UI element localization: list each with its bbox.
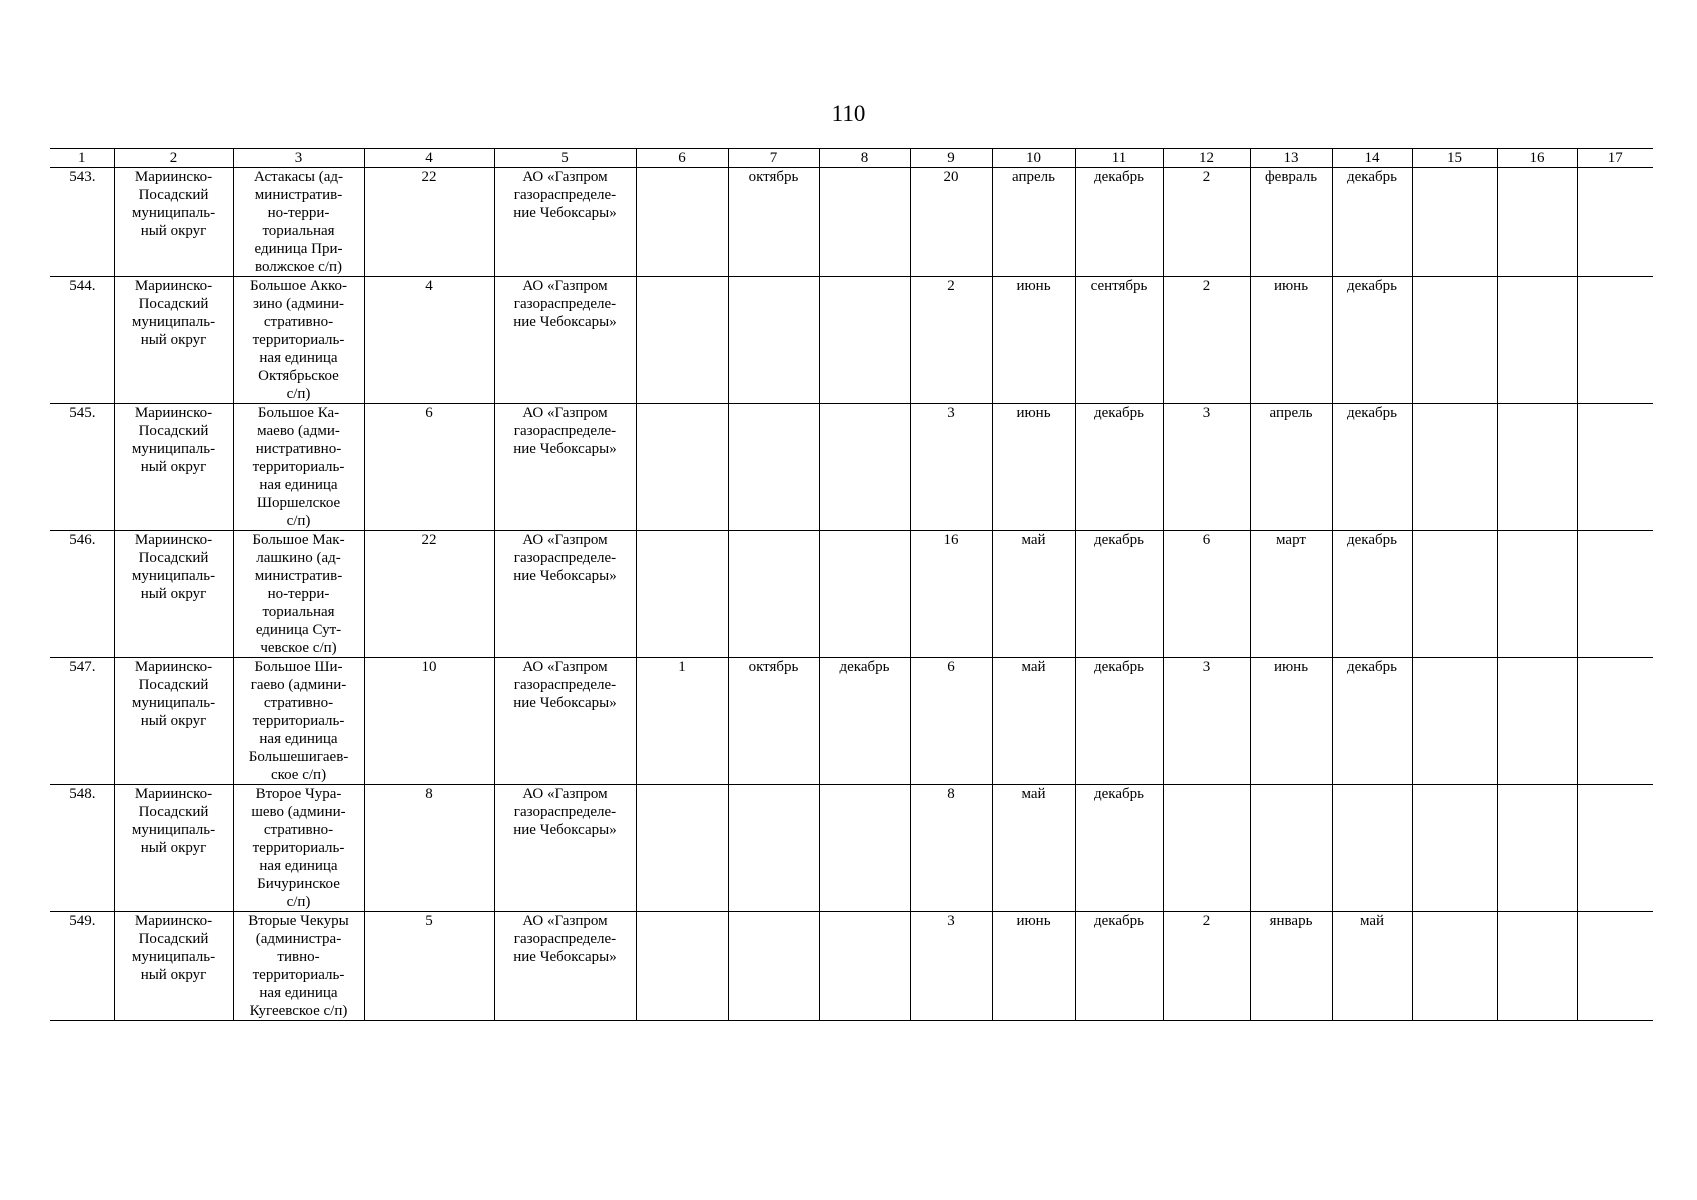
- cell-col-14: декабрь: [1332, 531, 1412, 658]
- cell-col-7: [728, 912, 819, 1021]
- table-row: [50, 785, 1653, 912]
- cell-col-8: [819, 785, 910, 912]
- row-number: 544.: [50, 277, 114, 404]
- table-row: [50, 404, 1653, 531]
- column-number-row: [50, 149, 1653, 168]
- cell-col-16: [1497, 277, 1577, 404]
- settlement-cell: Второе Чура- шево (админи- стративно- территориаль- ная единица Бичуринское с/п): [233, 785, 364, 912]
- cell-col-9: 3: [910, 404, 992, 531]
- row-number: 543.: [50, 168, 114, 277]
- column-header: 8: [819, 149, 910, 168]
- cell-col-4: 10: [364, 658, 494, 785]
- operator-cell: АО «Газпром газораспределе- ние Чебоксары»: [494, 168, 636, 277]
- district-cell: Мариинско- Посадский муниципаль- ный округ: [114, 912, 233, 1021]
- column-header: 4: [364, 149, 494, 168]
- district-cell: Мариинско- Посадский муниципаль- ный округ: [114, 277, 233, 404]
- cell-col-13: июнь: [1250, 658, 1332, 785]
- cell-col-10: июнь: [992, 277, 1075, 404]
- cell-col-11: декабрь: [1075, 658, 1163, 785]
- cell-col-16: [1497, 531, 1577, 658]
- cell-col-12: 2: [1163, 168, 1250, 277]
- cell-col-4: 8: [364, 785, 494, 912]
- settlement-cell: Большое Мак- лашкино (ад- министратив- но-терри- ториальная единица Сут- чевское с/п): [233, 531, 364, 658]
- cell-col-11: декабрь: [1075, 404, 1163, 531]
- district-cell: Мариинско- Посадский муниципаль- ный округ: [114, 531, 233, 658]
- gasification-schedule-table: [50, 148, 1653, 1021]
- settlement-cell: Большое Ка- маево (адми- нистративно- территориаль- ная единица Шоршелское с/п): [233, 404, 364, 531]
- cell-col-11: декабрь: [1075, 912, 1163, 1021]
- cell-col-10: июнь: [992, 404, 1075, 531]
- cell-col-17: [1577, 658, 1653, 785]
- cell-col-17: [1577, 277, 1653, 404]
- cell-col-14: май: [1332, 912, 1412, 1021]
- column-header: 15: [1412, 149, 1497, 168]
- cell-col-4: 22: [364, 531, 494, 658]
- cell-col-10: май: [992, 785, 1075, 912]
- cell-col-7: октябрь: [728, 658, 819, 785]
- cell-col-4: 22: [364, 168, 494, 277]
- cell-col-9: 16: [910, 531, 992, 658]
- cell-col-14: декабрь: [1332, 168, 1412, 277]
- column-header: 2: [114, 149, 233, 168]
- table-row: [50, 912, 1653, 1021]
- column-header: 7: [728, 149, 819, 168]
- column-header: 16: [1497, 149, 1577, 168]
- row-number: 548.: [50, 785, 114, 912]
- settlement-cell: Астакасы (ад- министратив- но-терри- ториальная единица При- волжское с/п): [233, 168, 364, 277]
- cell-col-13: [1250, 785, 1332, 912]
- cell-col-10: май: [992, 531, 1075, 658]
- district-cell: Мариинско- Посадский муниципаль- ный округ: [114, 785, 233, 912]
- cell-col-6: [636, 785, 728, 912]
- table-row: [50, 658, 1653, 785]
- column-header: 17: [1577, 149, 1653, 168]
- column-header: 14: [1332, 149, 1412, 168]
- cell-col-8: [819, 277, 910, 404]
- cell-col-10: июнь: [992, 912, 1075, 1021]
- district-cell: Мариинско- Посадский муниципаль- ный округ: [114, 658, 233, 785]
- cell-col-11: сентябрь: [1075, 277, 1163, 404]
- cell-col-16: [1497, 658, 1577, 785]
- cell-col-4: 6: [364, 404, 494, 531]
- cell-col-15: [1412, 912, 1497, 1021]
- cell-col-9: 8: [910, 785, 992, 912]
- column-header: 11: [1075, 149, 1163, 168]
- cell-col-9: 3: [910, 912, 992, 1021]
- cell-col-15: [1412, 168, 1497, 277]
- operator-cell: АО «Газпром газораспределе- ние Чебоксары»: [494, 531, 636, 658]
- cell-col-11: декабрь: [1075, 168, 1163, 277]
- page-number: 110: [831, 101, 866, 126]
- cell-col-16: [1497, 912, 1577, 1021]
- cell-col-7: [728, 531, 819, 658]
- cell-col-8: [819, 168, 910, 277]
- cell-col-17: [1577, 168, 1653, 277]
- column-header: 5: [494, 149, 636, 168]
- row-number: 547.: [50, 658, 114, 785]
- cell-col-14: декабрь: [1332, 658, 1412, 785]
- cell-col-11: декабрь: [1075, 785, 1163, 912]
- cell-col-17: [1577, 531, 1653, 658]
- operator-cell: АО «Газпром газораспределе- ние Чебоксары»: [494, 658, 636, 785]
- column-header: 10: [992, 149, 1075, 168]
- cell-col-6: [636, 912, 728, 1021]
- cell-col-4: 5: [364, 912, 494, 1021]
- cell-col-6: [636, 277, 728, 404]
- operator-cell: АО «Газпром газораспределе- ние Чебоксары»: [494, 912, 636, 1021]
- table-row: [50, 531, 1653, 658]
- column-header: 13: [1250, 149, 1332, 168]
- cell-col-7: [728, 277, 819, 404]
- row-number: 546.: [50, 531, 114, 658]
- column-header: 3: [233, 149, 364, 168]
- cell-col-16: [1497, 168, 1577, 277]
- row-number: 545.: [50, 404, 114, 531]
- cell-col-13: апрель: [1250, 404, 1332, 531]
- cell-col-15: [1412, 531, 1497, 658]
- cell-col-6: [636, 531, 728, 658]
- cell-col-6: 1: [636, 658, 728, 785]
- cell-col-17: [1577, 912, 1653, 1021]
- table-row: [50, 168, 1653, 277]
- operator-cell: АО «Газпром газораспределе- ние Чебоксары»: [494, 404, 636, 531]
- cell-col-12: 3: [1163, 404, 1250, 531]
- cell-col-13: март: [1250, 531, 1332, 658]
- cell-col-13: июнь: [1250, 277, 1332, 404]
- row-number: 549.: [50, 912, 114, 1021]
- cell-col-14: декабрь: [1332, 277, 1412, 404]
- cell-col-8: [819, 404, 910, 531]
- cell-col-13: январь: [1250, 912, 1332, 1021]
- district-cell: Мариинско- Посадский муниципаль- ный округ: [114, 168, 233, 277]
- column-header: 9: [910, 149, 992, 168]
- cell-col-17: [1577, 785, 1653, 912]
- column-header: 1: [50, 149, 114, 168]
- cell-col-12: 2: [1163, 277, 1250, 404]
- cell-col-17: [1577, 404, 1653, 531]
- cell-col-6: [636, 404, 728, 531]
- cell-col-16: [1497, 404, 1577, 531]
- operator-cell: АО «Газпром газораспределе- ние Чебоксары»: [494, 785, 636, 912]
- cell-col-10: апрель: [992, 168, 1075, 277]
- cell-col-15: [1412, 277, 1497, 404]
- settlement-cell: Большое Ши- гаево (админи- стративно- территориаль- ная единица Большешигаев- ское с/п): [233, 658, 364, 785]
- operator-cell: АО «Газпром газораспределе- ние Чебоксары»: [494, 277, 636, 404]
- cell-col-12: [1163, 785, 1250, 912]
- cell-col-7: [728, 404, 819, 531]
- cell-col-14: декабрь: [1332, 404, 1412, 531]
- cell-col-11: декабрь: [1075, 531, 1163, 658]
- district-cell: Мариинско- Посадский муниципаль- ный округ: [114, 404, 233, 531]
- cell-col-6: [636, 168, 728, 277]
- settlement-cell: Большое Акко- зино (админи- стративно- территориаль- ная единица Октябрьское с/п): [233, 277, 364, 404]
- cell-col-12: 3: [1163, 658, 1250, 785]
- cell-col-10: май: [992, 658, 1075, 785]
- cell-col-12: 2: [1163, 912, 1250, 1021]
- cell-col-8: [819, 912, 910, 1021]
- cell-col-8: декабрь: [819, 658, 910, 785]
- table-row: [50, 277, 1653, 404]
- cell-col-9: 6: [910, 658, 992, 785]
- cell-col-15: [1412, 785, 1497, 912]
- cell-col-15: [1412, 658, 1497, 785]
- cell-col-15: [1412, 404, 1497, 531]
- cell-col-8: [819, 531, 910, 658]
- column-header: 6: [636, 149, 728, 168]
- cell-col-7: октябрь: [728, 168, 819, 277]
- cell-col-9: 2: [910, 277, 992, 404]
- column-header: 12: [1163, 149, 1250, 168]
- cell-col-4: 4: [364, 277, 494, 404]
- settlement-cell: Вторые Чекуры (администра- тивно- территориаль- ная единица Кугеевское с/п): [233, 912, 364, 1021]
- cell-col-13: февраль: [1250, 168, 1332, 277]
- cell-col-9: 20: [910, 168, 992, 277]
- cell-col-7: [728, 785, 819, 912]
- cell-col-12: 6: [1163, 531, 1250, 658]
- cell-col-14: [1332, 785, 1412, 912]
- cell-col-16: [1497, 785, 1577, 912]
